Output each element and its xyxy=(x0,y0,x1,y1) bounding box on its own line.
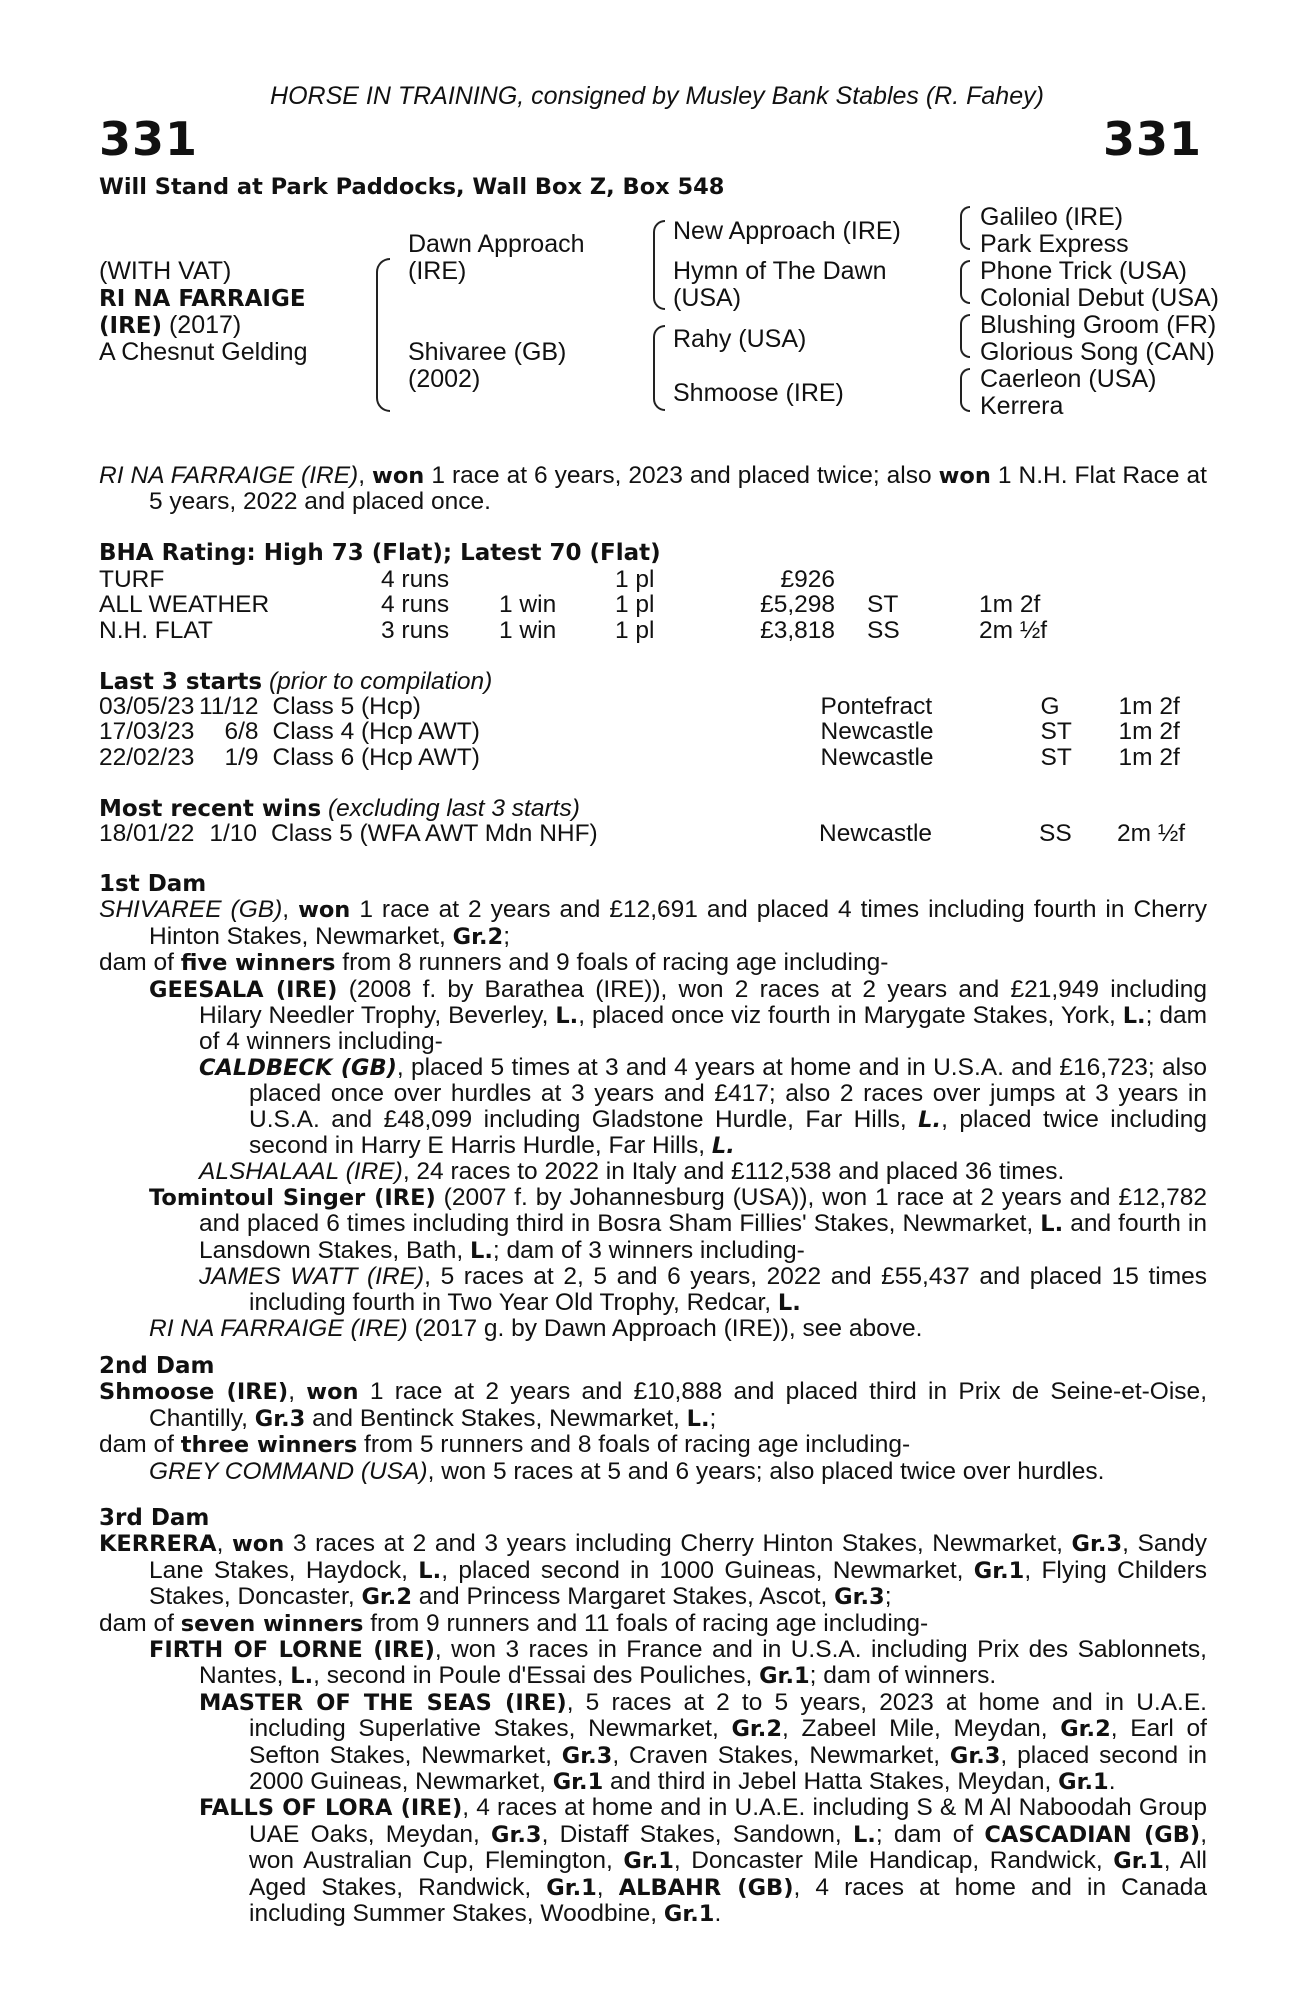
first-dam-section xyxy=(99,872,1207,1341)
dam-entry: SHIVAREE (GB), won 1 race at 2 years and £12,691 and placed 4 times including fourth in Cherry Hinton Stakes, Newmarket, Gr.2; xyxy=(99,896,1207,950)
section-heading: 2nd Dam xyxy=(99,1353,215,1379)
consignor-title: HORSE IN TRAINING, consigned by Musley Bank Stables (R. Fahey) xyxy=(270,82,1044,110)
sire-line1: Dawn Approach xyxy=(408,230,585,258)
last-starts-heading: Last 3 starts (prior to compilation) xyxy=(99,668,493,695)
lot-number-left: 331 xyxy=(99,112,199,166)
third-dam-section xyxy=(99,1506,1207,1928)
section-heading: 3rd Dam xyxy=(99,1505,210,1531)
produce-summary: dam of five winners from 8 runners and 9 foals of racing age including- xyxy=(99,949,889,977)
table-row: N.H. FLAT 3 runs 1 win 1 pl £3,818 SS 2m ½f xyxy=(99,616,1048,644)
pedigree-brace xyxy=(653,325,665,411)
produce-entry: JAMES WATT (IRE), 5 races at 2, 5 and 6 years, 2022 and £55,437 and placed 15 times including fourth in Two Year Old Trophy, Redcar, L. xyxy=(199,1263,1207,1316)
table-row: 22/02/23 1/9 Class 6 (Hcp AWT) Newcastle ST 1m 2f xyxy=(99,743,1180,771)
second-dam-section xyxy=(99,1354,1207,1484)
rating-table xyxy=(99,567,1047,643)
sire-dam-line2: (USA) xyxy=(673,284,742,312)
table-row: 18/01/22 1/10 Class 5 (WFA AWT Mdn NHF) Newcastle SS 2m ½f xyxy=(99,820,1186,847)
dam-entry: Shmoose (IRE), won 1 race at 2 years and £10,888 and placed third in Prix de Seine-et-Oise, Chantilly, Gr.3 and Bentinck Stakes, Newmarket, L.; xyxy=(99,1378,1207,1432)
dam-entry: KERRERA, won 3 races at 2 and 3 years including Cherry Hinton Stakes, Newmarket, Gr.3, Sandy Lane Stakes, Haydock, L., placed second in 1000 Guineas, Newmarket, Gr.1, Flying Childers Stakes, Doncaster, Gr.2 and Princess Margaret Stakes, Ascot, Gr.3; xyxy=(99,1530,1207,1611)
dam-sire: Rahy (USA) xyxy=(673,325,807,353)
last-starts-table xyxy=(99,694,1180,770)
ped-ssd: Park Express xyxy=(980,230,1129,258)
pedigree-brace xyxy=(960,368,970,412)
lot-number-right: 331 xyxy=(1102,112,1202,166)
produce-entry: GEESALA (IRE) (2008 f. by Barathea (IRE)), won 2 races at 2 years and £21,949 including Hilary Needler Trophy, Beverley, L., placed once viz fourth in Marygate Stakes, York, L.; dam of 4 winners including- xyxy=(149,975,1207,1056)
produce-entry: FALLS OF LORA (IRE), 4 races at home and in U.A.E. including S & M Al Naboodah Group UAE Oaks, Meydan, Gr.3, Distaff Stakes, Sandown, L.; dam of CASCADIAN (GB), won Australian Cup, Flemington, Gr.1, Doncaster Mile Handicap, Randwick, Gr.1, All Aged Stakes, Randwick, Gr.1, ALBAHR (GB), 4 races at home and in Canada including Summer Stakes, Woodbine, Gr.1. xyxy=(199,1794,1207,1928)
ped-sds: Phone Trick (USA) xyxy=(980,257,1188,285)
horse-name: RI NA FARRAIGE xyxy=(99,286,306,312)
table-row: TURF 4 runs 1 pl £926 xyxy=(99,566,835,593)
produce-entry: ALSHALAAL (IRE), 24 races to 2022 in Italy and £112,538 and placed 36 times. xyxy=(199,1158,1065,1186)
produce-summary: dam of seven winners from 9 runners and 11 foals of racing age including- xyxy=(99,1609,929,1637)
ped-dsd: Glorious Song (CAN) xyxy=(980,338,1215,366)
dam-line2: (2002) xyxy=(408,365,481,393)
pedigree-brace xyxy=(653,220,665,310)
table-row: 03/05/23 11/12 Class 5 (Hcp) Pontefract G 1m 2f xyxy=(99,693,1180,720)
ped-sss: Galileo (IRE) xyxy=(980,203,1124,231)
produce-entry: MASTER OF THE SEAS (IRE), 5 races at 2 to 5 years, 2023 at home and in U.A.E. including Superlative Stakes, Newmarket, Gr.2, Zabeel Mile, Meydan, Gr.2, Earl of Sefton Stakes, Newmarket, Gr.3, Craven Stakes, Newmarket, Gr.3, placed second in 2000 Guineas, Newmarket, Gr.1 and third in Jebel Hatta Stakes, Meydan, Gr.1. xyxy=(199,1688,1208,1796)
produce-entry: CALDBECK (GB), placed 5 times at 3 and 4 years at home and in U.S.A. and £16,723; also placed once over hurdles at 3 years and £417; also 2 races over jumps at 3 years in U.S.A. and £48,099 including Gladstone Hurdle, Far Hills, L., placed twice including second in Harry E Harris Hurdle, Far Hills, L. xyxy=(199,1053,1207,1160)
table-row: ALL WEATHER 4 runs 1 win 1 pl £5,298 ST 1m 2f xyxy=(99,591,1041,619)
ped-dds: Caerleon (USA) xyxy=(980,365,1157,393)
produce-entry: GREY COMMAND (USA), won 5 races at 5 and 6 years; also placed twice over hurdles. xyxy=(149,1457,1105,1485)
produce-entry: RI NA FARRAIGE (IRE) (2017 g. by Dawn Approach (IRE)), see above. xyxy=(149,1314,923,1342)
section-heading: 1st Dam xyxy=(99,871,207,897)
table-row: 17/03/23 6/8 Class 4 (Hcp AWT) Newcastle ST 1m 2f xyxy=(99,718,1180,746)
sire-sire: New Approach (IRE) xyxy=(673,217,901,245)
ped-sdd: Colonial Debut (USA) xyxy=(980,284,1219,312)
stand-location: Will Stand at Park Paddocks, Wall Box Z, Box 548 xyxy=(99,174,725,200)
ped-ddd: Kerrera xyxy=(980,392,1064,420)
recent-wins-heading: Most recent wins (excluding last 3 starts) xyxy=(99,795,580,822)
pedigree-brace xyxy=(960,206,970,250)
bha-rating-heading: BHA Rating: High 73 (Flat); Latest 70 (Flat) xyxy=(99,540,661,566)
vat-note: (WITH VAT) xyxy=(99,257,232,285)
pedigree-brace xyxy=(376,258,390,412)
dam-line1: Shivaree (GB) xyxy=(408,338,567,366)
produce-entry: Tomintoul Singer (IRE) (2007 f. by Johannesburg (USA)), won 1 race at 2 years and £12,782 and placed 6 times including third in Bosra Sham Fillies' Stakes, Newmarket, L. and fourth in Lansdown Stakes, Bath, L.; dam of 3 winners including- xyxy=(149,1183,1207,1264)
pedigree-brace xyxy=(960,260,970,304)
sire-dam-line1: Hymn of The Dawn xyxy=(673,257,887,285)
ped-dss: Blushing Groom (FR) xyxy=(980,311,1217,339)
horse-origin: (IRE) (2017) xyxy=(99,311,242,339)
race-summary: RI NA FARRAIGE (IRE), won 1 race at 6 years, 2023 and placed twice; also won 1 N.H. Flat Race at 5 years, 2022 and placed once. xyxy=(99,462,1207,516)
produce-entry: FIRTH OF LORNE (IRE), won 3 races in France and in U.S.A. including Prix des Sablonnets, Nantes, L., second in Poule d'Essai des Pouliches, Gr.1; dam of winners. xyxy=(149,1636,1207,1690)
produce-summary: dam of three winners from 5 runners and 8 foals of racing age including- xyxy=(99,1431,911,1459)
horse-description: A Chesnut Gelding xyxy=(99,338,308,366)
recent-wins-table xyxy=(99,821,1185,846)
sire-line2: (IRE) xyxy=(408,257,467,285)
pedigree-brace xyxy=(960,314,970,358)
dam-dam: Shmoose (IRE) xyxy=(673,379,844,407)
